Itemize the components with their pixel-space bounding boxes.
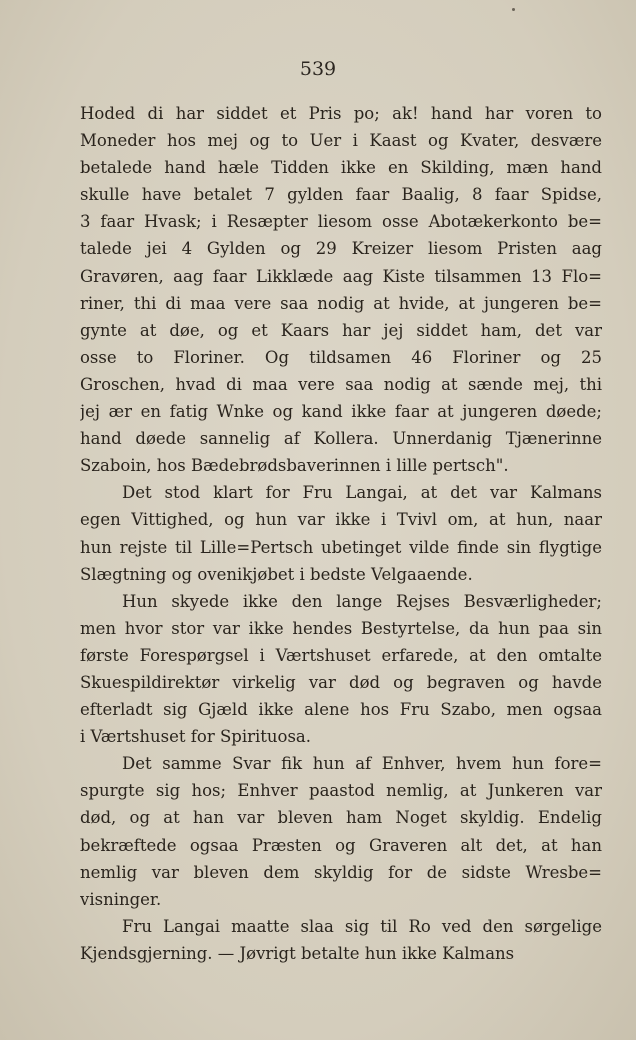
text-line: hand døede sannelig af Kollera. Unnerdanig Tjænerinne (80, 429, 602, 449)
text-line: Hun skyede ikke den lange Rejses Besværligheder; (122, 591, 602, 611)
page-number: 539 (299, 58, 337, 80)
page-body (80, 100, 602, 967)
text-line: Slægtning og ovenikjøbet i bedste Velgaaende. (80, 564, 473, 584)
paragraph (80, 750, 602, 913)
paragraph (80, 100, 602, 479)
text-line: Kjendsgjerning. — Jøvrigt betalte hun ikke Kalmans (80, 943, 515, 963)
paragraph (80, 588, 602, 751)
text-line: skulle have betalet 7 gylden faar Baalig, 8 faar Spidse, (80, 185, 602, 205)
text-line: talede jei 4 Gylden og 29 Kreizer liesom Pristen aag (80, 239, 602, 259)
text-line: spurgte sig hos; Enhver paastod nemlig, at Junkeren var (80, 781, 602, 801)
text-line: Fru Langai maatte slaa sig til Ro ved den sørgelige (122, 916, 602, 936)
text-line: død, og at han var bleven ham Noget skyldig. Endelig (80, 808, 602, 828)
text-line: Gravøren, aag faar Likklæde aag Kiste tilsammen 13 Flo= (80, 266, 602, 286)
paper-speck (512, 8, 515, 11)
text-line: jej ær en fatig Wnke og kand ikke faar at jungeren døede; (80, 402, 602, 422)
text-line: men hvor stor var ikke hendes Bestyrtelse, da hun paa sin (80, 618, 602, 638)
text-line: riner, thi di maa vere saa nodig at hvide, at jungeren be= (80, 293, 602, 313)
text-line: Det stod klart for Fru Langai, at det var Kalmans (122, 483, 602, 503)
text-line: visninger. (80, 889, 162, 909)
text-line: bekræftede ogsaa Præsten og Graveren alt det, at han (80, 835, 602, 855)
text-line: betalede hand hæle Tidden ikke en Skilding, mæn hand (80, 158, 602, 178)
text-line: Det samme Svar fik hun af Enhver, hvem hun fore= (122, 754, 602, 774)
paragraph (80, 913, 602, 967)
text-line: nemlig var bleven dem skyldig for de sidste Wresbe= (80, 862, 602, 882)
text-line: gynte at døe, og et Kaars har jej siddet ham, det var (80, 320, 602, 340)
paragraph (80, 479, 602, 587)
text-line: Skuespildirektør virkelig var død og begraven og havde (80, 672, 602, 692)
text-line: hun rejste til Lille=Pertsch ubetinget vilde finde sin flygtige (80, 537, 602, 557)
text-line: Moneder hos mej og to Uer i Kaast og Kvater, desvære (80, 131, 602, 151)
text-line: første Forespørgsel i Værtshuset erfarede, at den omtalte (80, 645, 602, 665)
text-line: Hoded di har siddet et Pris po; ak! hand har voren to (80, 104, 602, 123)
text-line: efterladt sig Gjæld ikke alene hos Fru Szabo, men ogsaa (80, 700, 602, 720)
text-line: 3 faar Hvask; i Resæpter liesom osse Abotækerkonto be= (80, 212, 602, 232)
text-line: Groschen, hvad di maa vere saa nodig at sænde mej, thi (80, 374, 602, 394)
text-line: i Værtshuset for Spirituosa. (80, 727, 311, 747)
text-line: Szaboin, hos Bædebrødsbaverinnen i lille pertsch". (80, 456, 509, 476)
text-line: egen Vittighed, og hun var ikke i Tvivl om, at hun, naar (80, 510, 602, 530)
text-line: osse to Floriner. Og tildsamen 46 Floriner og 25 (80, 347, 602, 367)
